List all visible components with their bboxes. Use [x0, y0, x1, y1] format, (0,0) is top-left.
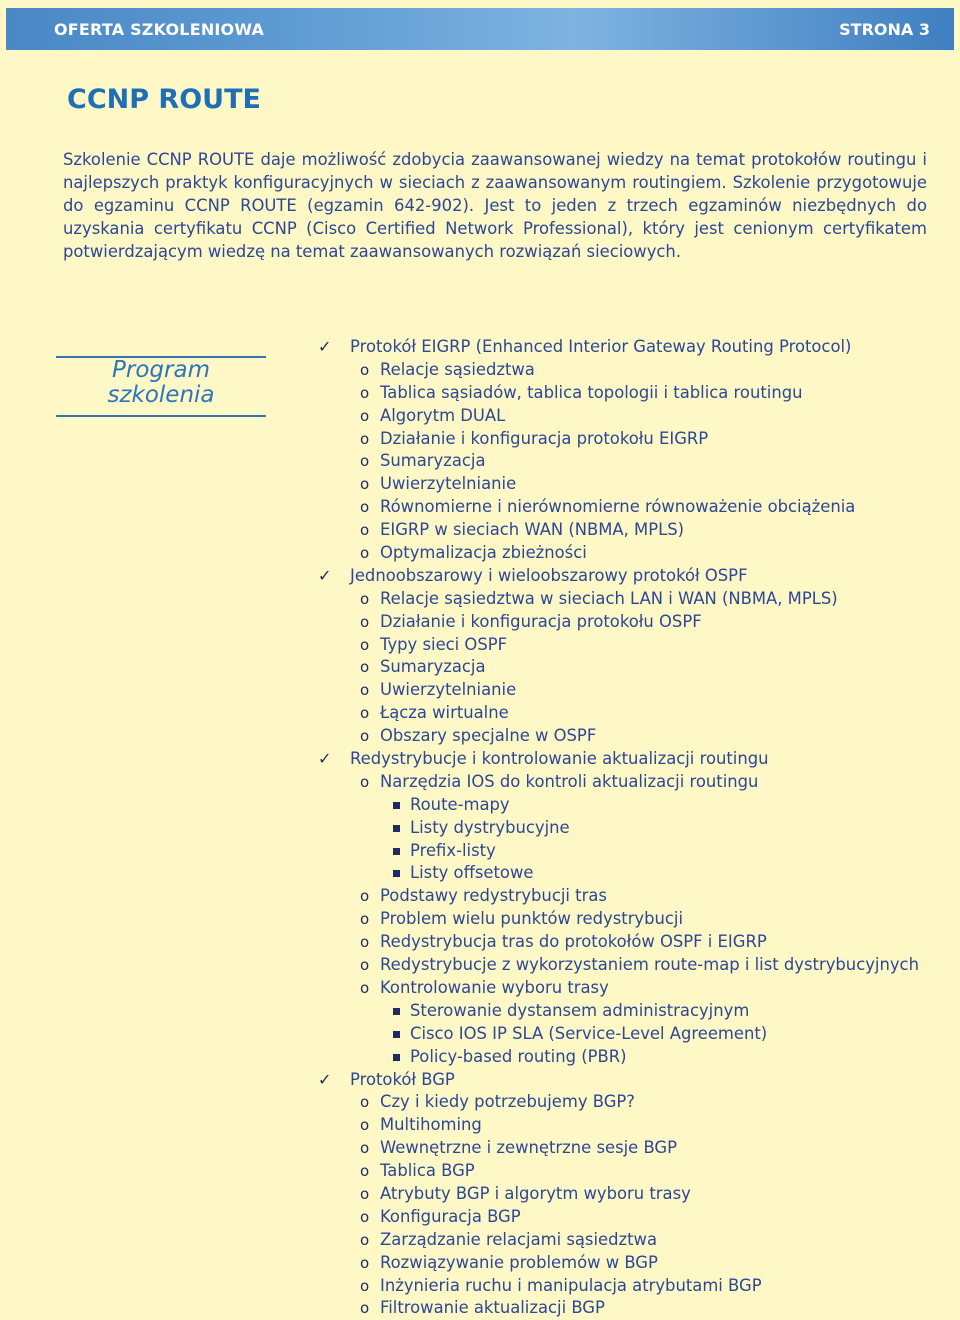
program-topic: [318, 885, 948, 908]
program-item-text: Obszary specjalne w OSPF: [380, 726, 597, 746]
sidebar-heading: [56, 358, 266, 408]
program-item-text: Filtrowanie aktualizacji BGP: [380, 1298, 605, 1318]
circle-bullet-icon: o: [360, 956, 370, 975]
program-item-text: Tablica sąsiadów, tablica topologii i tablica routingu: [380, 382, 803, 402]
checkmark-icon: ✓: [318, 337, 332, 356]
circle-bullet-icon: o: [360, 658, 370, 677]
program-item-text: Działanie i konfiguracja protokołu EIGRP: [380, 428, 709, 448]
header-page-number: STRONA 3: [839, 20, 930, 39]
program-item-text: Czy i kiedy potrzebujemy BGP?: [380, 1092, 635, 1112]
program-topic: [318, 931, 948, 954]
checkmark-icon: ✓: [318, 565, 332, 585]
program-section: [318, 565, 948, 588]
program-item-text: Redystrybucje z wykorzystaniem route-map i list dystrybucyjnych: [380, 955, 919, 975]
program-item-text: Protokół BGP: [350, 1069, 455, 1089]
program-topic: [318, 428, 948, 451]
program-item-text: Listy dystrybucyjne: [410, 817, 570, 837]
circle-bullet-icon: o: [360, 681, 370, 700]
program-item-text: Zarządzanie relacjami sąsiedztwa: [380, 1229, 657, 1249]
program-item-text: EIGRP w sieciach WAN (NBMA, MPLS): [380, 520, 685, 540]
circle-bullet-icon: o: [360, 772, 370, 791]
program-item-text: Protokół EIGRP (Enhanced Interior Gateway Routing Protocol): [350, 337, 852, 356]
program-item-text: Inżynieria ruchu i manipulacja atrybutami BGP: [380, 1275, 762, 1295]
circle-bullet-icon: o: [360, 1230, 370, 1249]
program-item-text: Działanie i konfiguracja protokołu OSPF: [380, 611, 702, 631]
program-item-text: Łącza wirtualne: [380, 703, 509, 723]
program-item-text: Jednoobszarowy i wieloobszarowy protokół OSPF: [350, 565, 748, 585]
circle-bullet-icon: o: [360, 910, 370, 929]
circle-bullet-icon: o: [360, 406, 370, 425]
program-item-text: Uwierzytelnianie: [380, 474, 517, 494]
circle-bullet-icon: o: [360, 612, 370, 631]
program-item-text: Typy sieci OSPF: [380, 634, 508, 654]
program-item-text: Rozwiązywanie problemów w BGP: [380, 1252, 658, 1272]
program-topic: [318, 1252, 948, 1275]
circle-bullet-icon: o: [360, 1116, 370, 1135]
circle-bullet-icon: o: [360, 933, 370, 952]
program-topic: [318, 1160, 948, 1183]
circle-bullet-icon: o: [360, 1093, 370, 1112]
program-item-text: Algorytm DUAL: [380, 405, 506, 425]
program-subtopic: [318, 840, 948, 863]
page-header: [6, 8, 954, 50]
program-item-text: Tablica BGP: [380, 1161, 475, 1181]
sidebar-bottom-rule: [56, 415, 266, 417]
circle-bullet-icon: o: [360, 704, 370, 723]
program-section: [318, 1069, 948, 1092]
circle-bullet-icon: o: [360, 1253, 370, 1272]
circle-bullet-icon: o: [360, 429, 370, 448]
program-topic: [318, 1114, 948, 1137]
program-topic: [318, 679, 948, 702]
circle-bullet-icon: o: [360, 978, 370, 997]
program-item-text: Policy-based routing (PBR): [410, 1046, 627, 1066]
program-item-text: Multihoming: [380, 1115, 482, 1135]
program-item-text: Relacje sąsiedztwa: [380, 359, 535, 379]
program-topic: [318, 1229, 948, 1252]
program-item-text: Równomierne i nierównomierne równoważenie obciążenia: [380, 497, 856, 517]
circle-bullet-icon: o: [360, 1139, 370, 1158]
program-subtopic: [318, 1000, 948, 1023]
circle-bullet-icon: o: [360, 727, 370, 746]
circle-bullet-icon: o: [360, 475, 370, 494]
square-bullet-icon: [393, 1054, 400, 1061]
circle-bullet-icon: o: [360, 589, 370, 608]
program-subtopic: [318, 1046, 948, 1069]
circle-bullet-icon: o: [360, 635, 370, 654]
program-topic: [318, 473, 948, 496]
program-item-text: Atrybuty BGP i algorytm wyboru trasy: [380, 1183, 691, 1203]
program-topic: [318, 1091, 948, 1114]
program-item-text: Relacje sąsiedztwa w sieciach LAN i WAN (NBMA, MPLS): [380, 588, 838, 608]
program-topic: [318, 542, 948, 565]
program-subtopic: [318, 794, 948, 817]
program-list: [318, 336, 948, 1320]
square-bullet-icon: [393, 848, 400, 855]
program-topic: [318, 771, 948, 794]
program-topic: [318, 656, 948, 679]
program-item-text: Kontrolowanie wyboru trasy: [380, 977, 609, 997]
program-subtopic: [318, 1023, 948, 1046]
program-item-text: Optymalizacja zbieżności: [380, 543, 587, 563]
program-topic: [318, 725, 948, 748]
circle-bullet-icon: o: [360, 360, 370, 379]
program-subtopic: [318, 862, 948, 885]
program-topic: [318, 382, 948, 405]
square-bullet-icon: [393, 802, 400, 809]
page-title: CCNP ROUTE: [67, 84, 261, 115]
circle-bullet-icon: o: [360, 1276, 370, 1295]
program-item-text: Sterowanie dystansem administracyjnym: [410, 1000, 750, 1020]
circle-bullet-icon: o: [360, 498, 370, 517]
program-item-text: Narzędzia IOS do kontroli aktualizacji routingu: [380, 771, 759, 791]
program-topic: [318, 588, 948, 611]
program-topic: [318, 359, 948, 382]
program-topic: [318, 1137, 948, 1160]
circle-bullet-icon: o: [360, 887, 370, 906]
circle-bullet-icon: o: [360, 521, 370, 540]
program-item-text: Uwierzytelnianie: [380, 680, 517, 700]
program-topic: [318, 611, 948, 634]
program-topic: [318, 702, 948, 725]
program-item-text: Redystrybucje i kontrolowanie aktualizacji routingu: [350, 749, 769, 769]
square-bullet-icon: [393, 1008, 400, 1015]
circle-bullet-icon: o: [360, 1162, 370, 1181]
program-section: [318, 336, 948, 359]
square-bullet-icon: [393, 870, 400, 877]
circle-bullet-icon: o: [360, 1207, 370, 1226]
program-topic: [318, 954, 948, 977]
program-item-text: Podstawy redystrybucji tras: [380, 886, 607, 906]
circle-bullet-icon: o: [360, 1299, 370, 1318]
program-item-text: Cisco IOS IP SLA (Service-Level Agreement): [410, 1023, 768, 1043]
program-topic: [318, 977, 948, 1000]
program-topic: [318, 450, 948, 473]
checkmark-icon: ✓: [318, 749, 332, 769]
program-item-text: Wewnętrzne i zewnętrzne sesje BGP: [380, 1138, 677, 1158]
program-topic: [318, 519, 948, 542]
checkmark-icon: ✓: [318, 1069, 332, 1089]
program-topic: [318, 634, 948, 657]
program-topic: [318, 908, 948, 931]
square-bullet-icon: [393, 1031, 400, 1038]
program-item-text: Route-mapy: [410, 794, 510, 814]
program-item-text: Sumaryzacja: [380, 451, 486, 471]
circle-bullet-icon: o: [360, 544, 370, 563]
program-item-text: Prefix-listy: [410, 840, 496, 860]
program-section: [318, 748, 948, 771]
program-item-text: Redystrybucja tras do protokołów OSPF i EIGRP: [380, 932, 767, 952]
header-offer-label: OFERTA SZKOLENIOWA: [54, 20, 265, 39]
program-topic: [318, 1206, 948, 1229]
program-item-text: Listy offsetowe: [410, 863, 534, 883]
sidebar-heading-line1: Program: [112, 357, 210, 383]
program-topic: [318, 1183, 948, 1206]
program-subtopic: [318, 817, 948, 840]
square-bullet-icon: [393, 825, 400, 832]
program-item-text: Problem wielu punktów redystrybucji: [380, 909, 684, 929]
program-topic: [318, 1275, 948, 1298]
program-item-text: Konfiguracja BGP: [380, 1206, 521, 1226]
program-topic: [318, 1297, 948, 1320]
circle-bullet-icon: o: [360, 452, 370, 471]
program-topic: [318, 405, 948, 428]
circle-bullet-icon: o: [360, 383, 370, 402]
circle-bullet-icon: o: [360, 1184, 370, 1203]
program-item-text: Sumaryzacja: [380, 657, 486, 677]
intro-paragraph: Szkolenie CCNP ROUTE daje możliwość zdobycia zaawansowanej wiedzy na temat protokołów routingu i najlepszych praktyk konfiguracyjnych w sieciach z zaawansowanym routingiem. Szkolenie przygotowuje do egzaminu CCNP ROUTE (egzamin 642-902). Jest to jeden z trzech egzaminów niezbędnych do uzyskania certyfikatu CCNP (Cisco Certified Network Professional), który jest cenionym certyfikatem potwierdzającym wiedzę na temat zaawansowanych rozwiązań sieciowych.: [63, 150, 927, 261]
sidebar-heading-line2: szkolenia: [107, 382, 215, 408]
program-topic: [318, 496, 948, 519]
